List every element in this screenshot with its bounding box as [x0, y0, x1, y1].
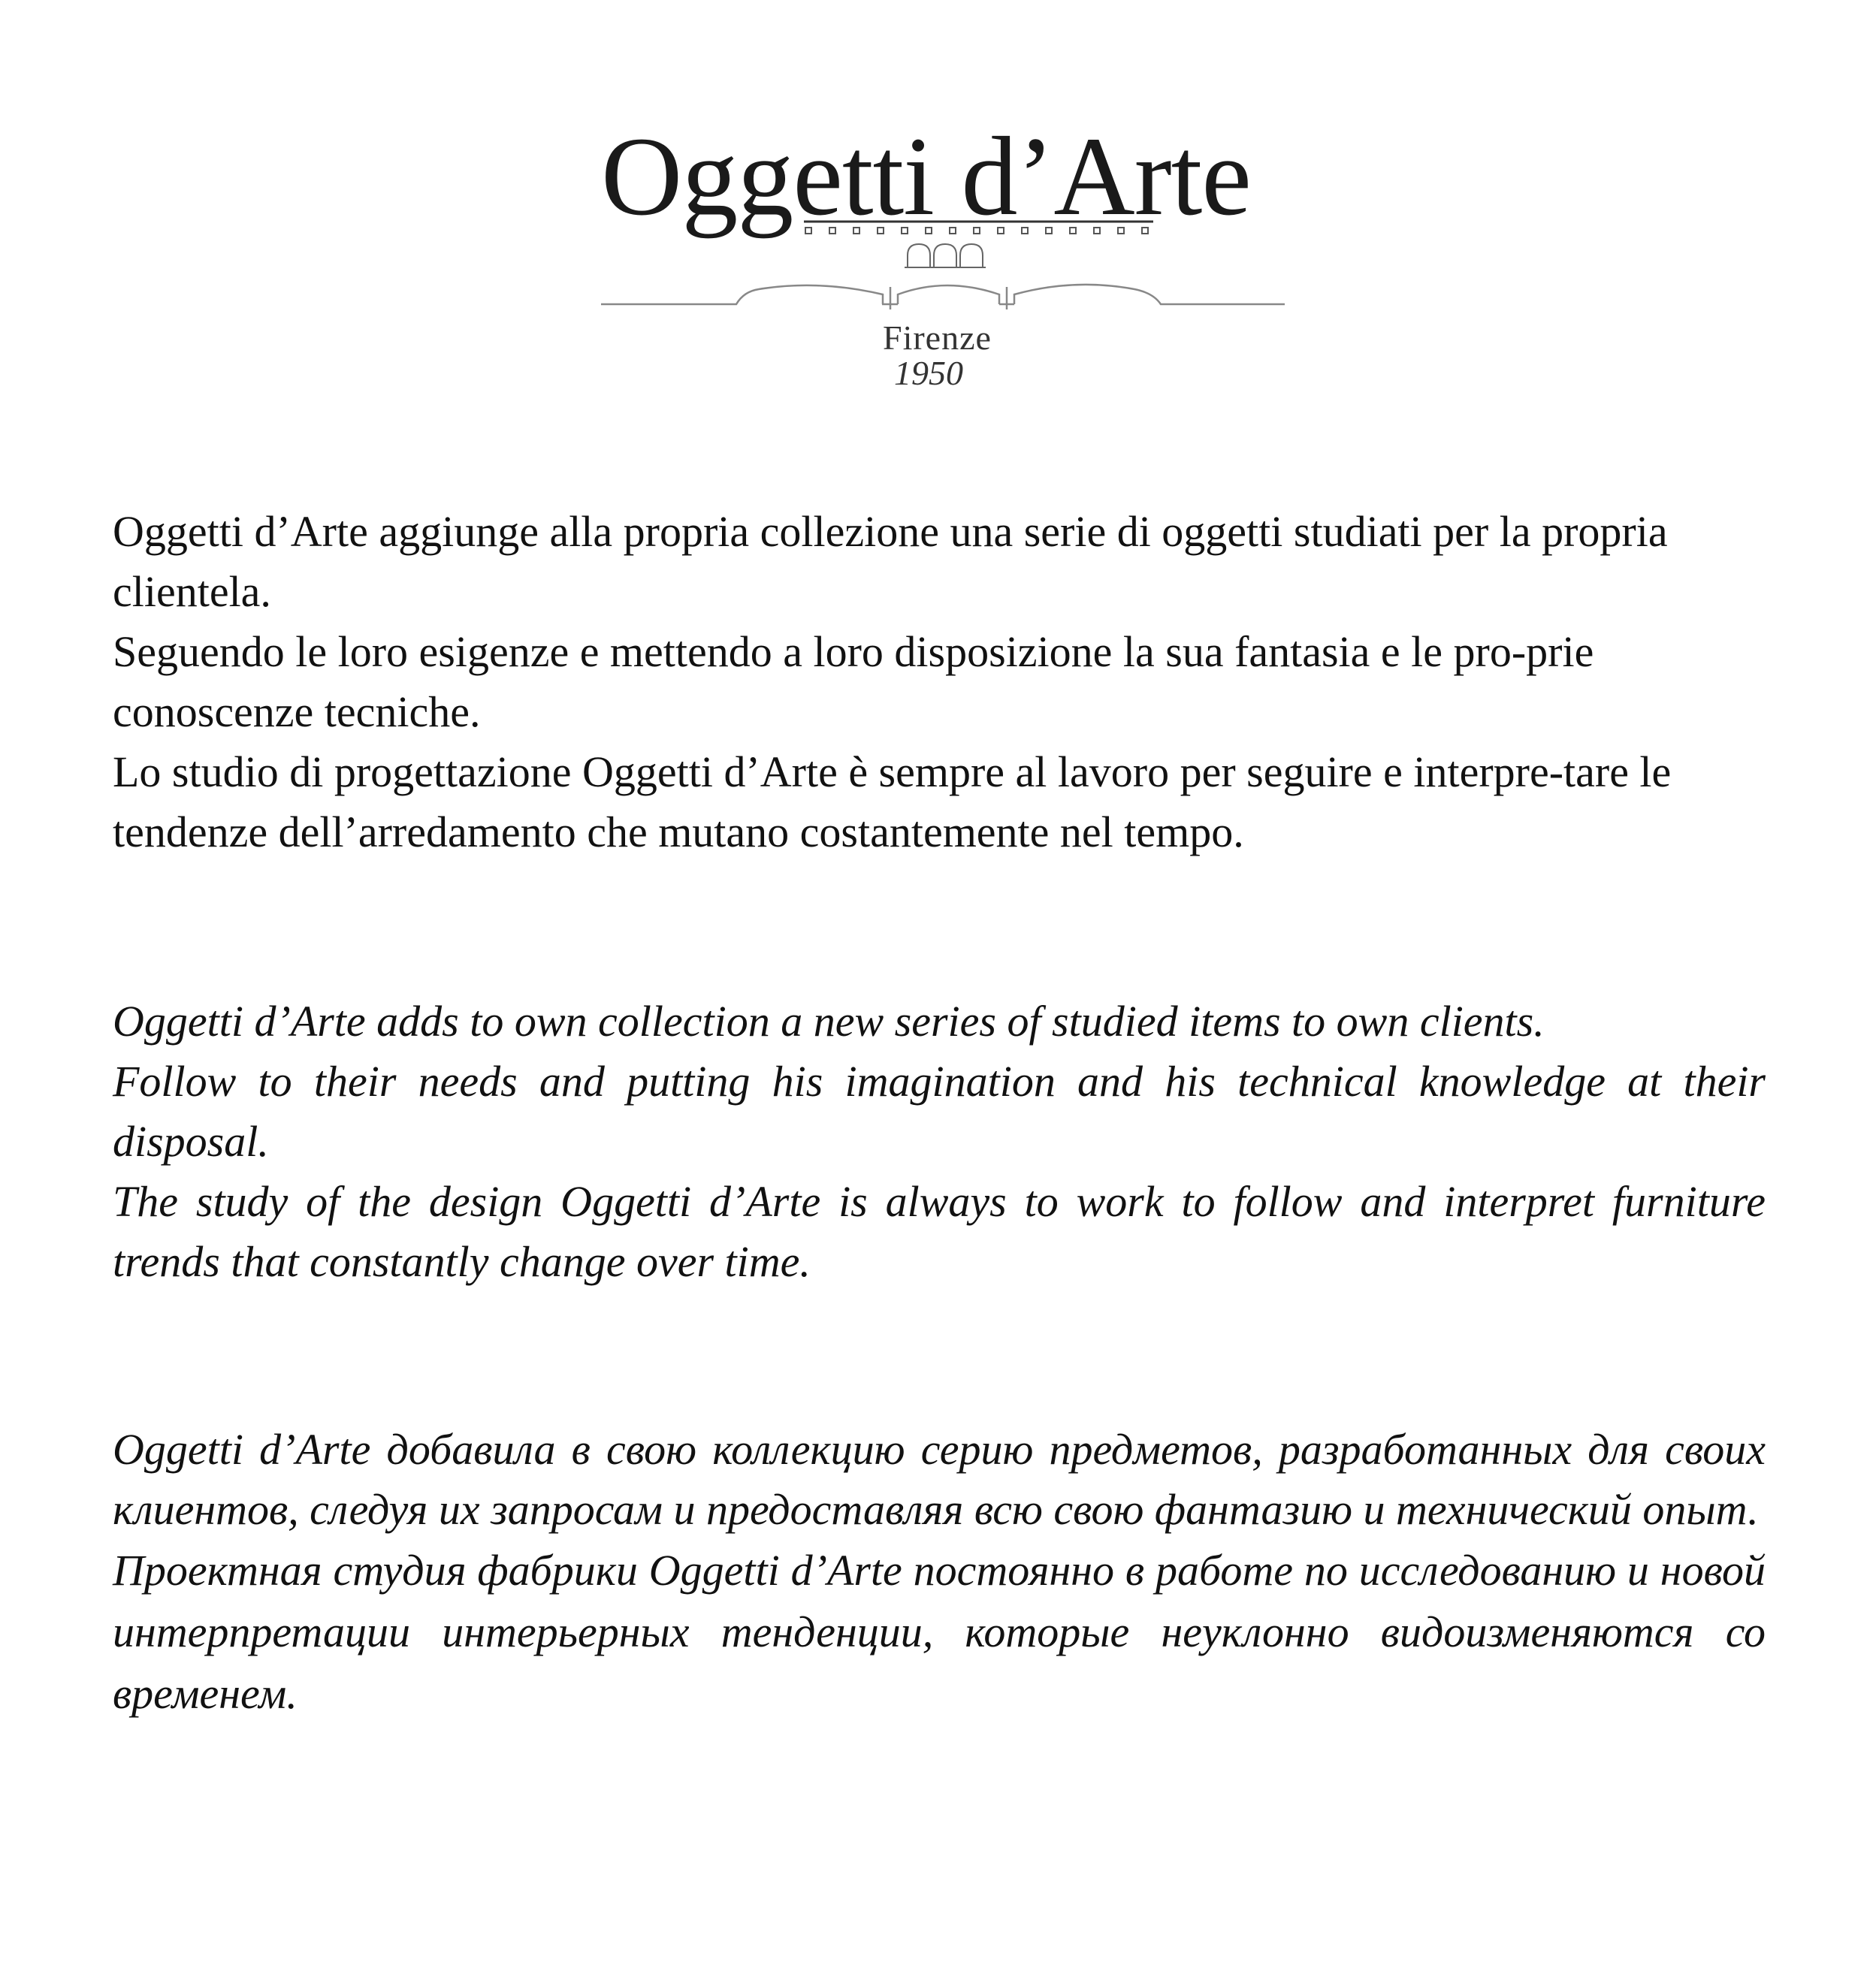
- english-paragraph-1: Oggetti d’Arte adds to own collection a new series of studied items to own clients.: [113, 997, 1545, 1046]
- italian-text-block: [113, 502, 1766, 862]
- logo-title: Oggetti d’Arte: [601, 114, 1251, 239]
- english-paragraph-2: Follow to their needs and putting his imagination and his technical knowledge at their disposal.: [113, 1057, 1766, 1166]
- english-text-block: [113, 992, 1766, 1292]
- russian-text-block: [113, 1420, 1766, 1725]
- italian-paragraph-3: Lo studio di progettazione Oggetti d’Arte è sempre al lavoro per seguire e interpre-tare le tendenze dell’arredamento che mutano costantemente nel tempo.: [113, 747, 1672, 856]
- english-paragraph-3: The study of the design Oggetti d’Arte is always to work to follow and interpret furniture trends that constantly change over time.: [113, 1177, 1766, 1286]
- russian-paragraph-2: Проектная студия фабрики Oggetti d’Arte постоянно в работе по исследованию и новой интерпретации интерьерных тенденции, которые неуклонно видоизменяются со временем.: [113, 1546, 1766, 1718]
- brand-logo: [594, 114, 1292, 406]
- logo-city: Firenze: [883, 318, 992, 357]
- italian-paragraph-2: Seguendo le loro esigenze e mettendo a loro disposizione la sua fantasia e le pro-prie conoscenze tecniche.: [113, 627, 1594, 736]
- russian-paragraph-1: Oggetti d’Arte добавила в свою коллекцию серию предметов, разработанных для своих клиентов, следуя их запросам и предоставляя всю свою фантазию и технический опыт.: [113, 1425, 1766, 1534]
- logo-year: 1950: [894, 354, 963, 392]
- italian-paragraph-1: Oggetti d’Arte aggiunge alla propria collezione una serie di oggetti studiati per la propria clientela.: [113, 507, 1668, 616]
